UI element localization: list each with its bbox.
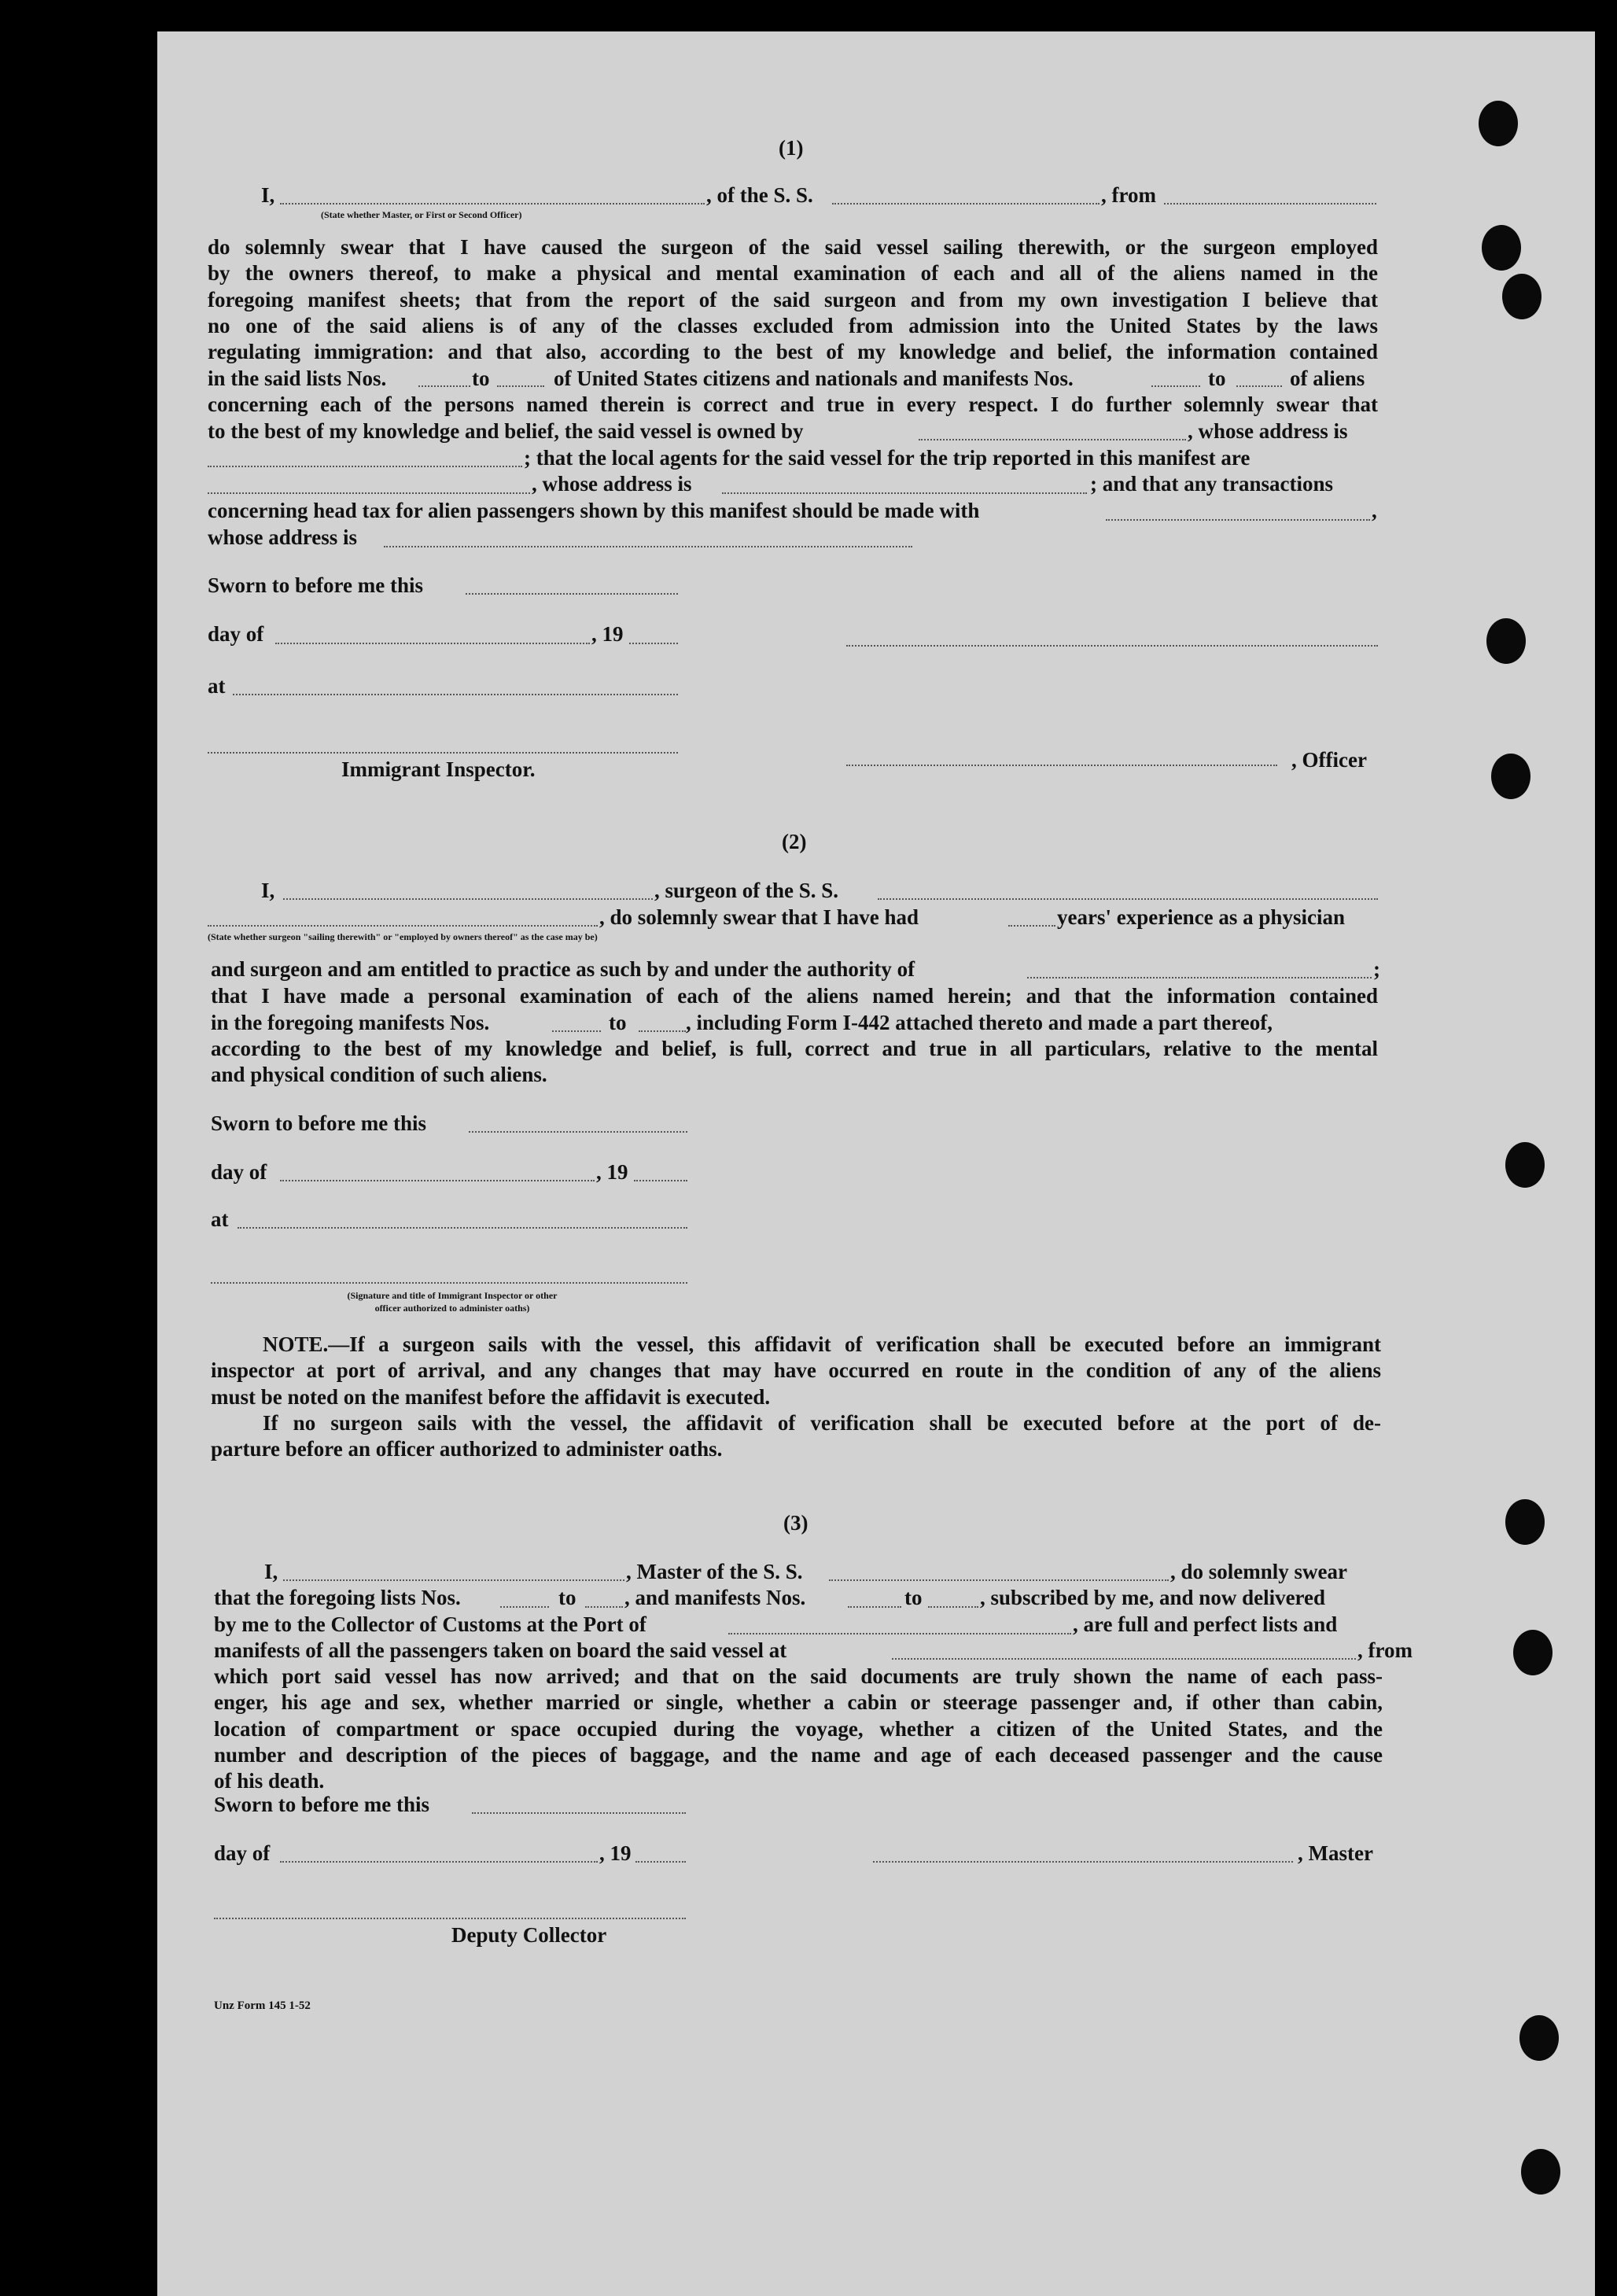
- s2-year-field[interactable]: [634, 1180, 687, 1181]
- s2-authority-field[interactable]: [1027, 977, 1372, 978]
- s2-status-field[interactable]: [208, 925, 598, 927]
- s1-lists-to: to: [472, 367, 490, 390]
- s3-port-field[interactable]: [728, 1633, 1071, 1634]
- s3-deputy-label: Deputy Collector: [451, 1923, 607, 1947]
- s2-i-label: I,: [261, 879, 275, 902]
- s1-day-field[interactable]: [275, 643, 590, 644]
- s3-boarded-at-field[interactable]: [892, 1658, 1356, 1660]
- s1-day-of-label: day of: [208, 622, 264, 646]
- s1-manifests-to: to: [1208, 367, 1226, 390]
- s1-officer-label: , Officer: [1291, 748, 1367, 772]
- s3-swear-label: , do solemnly swear: [1170, 1560, 1347, 1583]
- s1-at-label: at: [208, 674, 226, 698]
- s2-year-label: , 19: [596, 1160, 628, 1184]
- s1-transactions-label: ; and that any transactions: [1090, 472, 1334, 496]
- punch-hole-8: [1513, 1630, 1553, 1675]
- s3-ship-field[interactable]: [829, 1579, 1169, 1581]
- s3-deputy-signature-line[interactable]: [214, 1918, 686, 1919]
- s2-manifests-from-field[interactable]: [552, 1030, 601, 1032]
- s2-sig-caption-2: officer authorized to administer oaths): [374, 1303, 530, 1314]
- s3-delivered-label: , subscribed by me, and now delivered: [980, 1586, 1326, 1609]
- s1-year-field[interactable]: [629, 643, 678, 644]
- s2-caption: (State whether surgeon "sailing therewith" or "employed by owners thereof" as the case may be): [208, 931, 598, 942]
- s2-signature-line[interactable]: [211, 1282, 687, 1284]
- punch-hole-4: [1486, 618, 1526, 664]
- s1-aliens-label: of aliens: [1290, 367, 1365, 390]
- s1-agents-address-label: , whose address is: [532, 472, 692, 496]
- s2-manifests-label: in the foregoing manifests Nos.: [211, 1011, 490, 1034]
- section-1-number: (1): [779, 136, 804, 160]
- s1-owner-field[interactable]: [919, 439, 1186, 440]
- s1-owner-address-label: , whose address is: [1188, 419, 1348, 443]
- s1-sworn-field[interactable]: [466, 593, 678, 595]
- s1-oath-paragraph: do solemnly swear that I have caused the surgeon of the said vessel sailing therewith, or the surgeon employed by the owners thereof, to make a physical and mental examination of each and all of the aliens named in the foregoing manifest sheets; that from the report of the said surgeon and from my own investigation I believe that no one of the said aliens is of any of the classes excluded from admission into the United States by the laws regulating immigration: and that also, according to the best of my knowledge and belief, the information contained: [208, 235, 1378, 364]
- s1-owned-label: to the best of my knowledge and belief, the said vessel is owned by: [208, 419, 804, 443]
- s2-authority-label: and surgeon and am entitled to practice as such by and under the authority of: [211, 957, 915, 981]
- s2-manifests-to: to: [609, 1011, 627, 1034]
- s2-sworn-field[interactable]: [469, 1131, 687, 1133]
- s1-lists-to-field[interactable]: [497, 385, 544, 387]
- s2-line4: that I have made a personal examination of each of the aliens named herein; and that the information contained: [211, 984, 1378, 1008]
- s3-oath-paragraph: which port said vessel has now arrived; and that on the said documents are truly shown the name of each pass- enger, his age and sex, whether married or single, whether a cabin or steerage passenger and, if other than cabin, location of compartment or space occupied during the voyage, whether a citizen of the United States, and the number and description of the pieces of baggage, and the name and age of each deceased passenger and the cause of his death.: [214, 1664, 1383, 1793]
- s3-perfect-lists-label: , are full and perfect lists and: [1073, 1612, 1338, 1636]
- s3-day-field[interactable]: [280, 1861, 598, 1863]
- punch-hole-1: [1479, 101, 1518, 146]
- s3-sworn-field[interactable]: [472, 1812, 686, 1814]
- s1-manifests-from-field[interactable]: [1151, 385, 1200, 387]
- punch-hole-9: [1519, 2015, 1559, 2061]
- punch-hole-7: [1505, 1499, 1545, 1545]
- s1-owner-address-field[interactable]: [208, 466, 522, 467]
- s2-experience-label: , do solemnly swear that I have had: [599, 905, 919, 929]
- s2-semicolon: ;: [1373, 957, 1380, 981]
- punch-hole-10: [1521, 2149, 1560, 2195]
- punch-hole-3: [1502, 274, 1541, 319]
- s1-of-ss-label: , of the S. S.: [706, 183, 813, 207]
- s3-master-signature-line[interactable]: [873, 1861, 1293, 1863]
- s2-day-of-label: day of: [211, 1160, 267, 1184]
- s3-lists-to-field[interactable]: [585, 1606, 623, 1608]
- s3-lists-to: to: [558, 1586, 576, 1609]
- s2-manifests-to-field[interactable]: [639, 1030, 686, 1032]
- s3-lists-from-field[interactable]: [500, 1606, 549, 1608]
- s2-lines-6-7: according to the best of my knowledge and belief, is full, correct and true in all particulars, relative to the mental and physical condition of such aliens.: [211, 1037, 1378, 1087]
- s1-officer-signature-line[interactable]: [846, 645, 1378, 647]
- s2-at-field[interactable]: [238, 1227, 687, 1229]
- s1-at-field[interactable]: [233, 694, 678, 695]
- s3-lists-label: that the foregoing lists Nos.: [214, 1586, 461, 1609]
- s1-officer-line[interactable]: [846, 765, 1277, 766]
- s3-sworn-label: Sworn to before me this: [214, 1793, 429, 1816]
- s2-form-label: , including Form I-442 attached thereto and made a part thereof,: [686, 1011, 1273, 1034]
- s3-year-field[interactable]: [635, 1861, 686, 1863]
- s1-caption: (State whether Master, or First or Second Officer): [321, 209, 522, 220]
- s1-manifests-label: of United States citizens and nationals and manifests Nos.: [554, 367, 1074, 390]
- s1-from-field[interactable]: [1164, 203, 1376, 205]
- s1-year-label: , 19: [591, 622, 624, 646]
- s1-lists-label: in the said lists Nos.: [208, 367, 387, 390]
- section-2-number: (2): [782, 830, 807, 853]
- s3-from-label: , from: [1357, 1638, 1413, 1662]
- s1-officer-field[interactable]: [280, 203, 705, 205]
- s1-i-label: I,: [261, 183, 275, 207]
- s3-port-label: by me to the Collector of Customs at the Port of: [214, 1612, 646, 1636]
- s1-head-tax-field[interactable]: [1106, 519, 1370, 521]
- s3-manifests-to: to: [904, 1586, 923, 1609]
- s1-line7: concerning each of the persons named therein is correct and true in every respect. I do further solemnly swear that: [208, 392, 1378, 416]
- s1-head-tax-comma: ,: [1372, 499, 1377, 522]
- section-3-number: (3): [783, 1511, 808, 1535]
- s1-agents-address-field[interactable]: [722, 492, 1087, 494]
- s3-manifests-from-field[interactable]: [848, 1606, 901, 1608]
- form-id: Unz Form 145 1-52: [214, 1999, 311, 2012]
- s2-at-label: at: [211, 1207, 229, 1231]
- s3-manifests-label: , and manifests Nos.: [624, 1586, 806, 1609]
- s3-year-label: , 19: [599, 1841, 632, 1865]
- s2-surgeon-label: , surgeon of the S. S.: [654, 879, 839, 902]
- s1-lists-from-field[interactable]: [418, 385, 470, 387]
- s3-master-field[interactable]: [283, 1579, 624, 1581]
- s1-ship-name-field[interactable]: [832, 203, 1099, 205]
- s2-sig-caption-1: (Signature and title of Immigrant Inspector or other: [347, 1290, 558, 1301]
- s2-surgeon-field[interactable]: [283, 898, 653, 900]
- punch-hole-6: [1505, 1142, 1545, 1188]
- s1-head-tax-address-label: whose address is: [208, 525, 358, 549]
- s1-sworn-label: Sworn to before me this: [208, 573, 423, 597]
- s1-head-tax-label: concerning head tax for alien passengers shown by this manifest should be made with: [208, 499, 980, 522]
- note-paragraph-2: If no surgeon sails with the vessel, the affidavit of verification shall be executed before at the port of de- parture before an officer authorized to administer oaths.: [211, 1411, 1381, 1461]
- punch-hole-5: [1491, 754, 1530, 799]
- s2-ship-field[interactable]: [878, 898, 1378, 900]
- s3-master-label: , Master of the S. S.: [626, 1560, 803, 1583]
- note-paragraph-1: NOTE.—If a surgeon sails with the vessel, this affidavit of verification shall be executed before an immigrant inspector at port of arrival, and any changes that may have occurred en route in the condition of any of the aliens must be noted on the manifest before the affidavit is executed.: [211, 1332, 1381, 1409]
- s1-from-label: , from: [1101, 183, 1156, 207]
- s2-day-field[interactable]: [280, 1180, 595, 1181]
- s1-head-tax-address-field[interactable]: [384, 546, 912, 547]
- s1-inspector-label: Immigrant Inspector.: [341, 757, 536, 781]
- s2-years-field[interactable]: [1008, 925, 1055, 927]
- s1-manifests-to-field[interactable]: [1236, 385, 1282, 387]
- s1-agents-label: ; that the local agents for the said vessel for the trip reported in this manifest are: [524, 446, 1251, 470]
- s3-boarded-label: manifests of all the passengers taken on board the said vessel at: [214, 1638, 787, 1662]
- s2-sworn-label: Sworn to before me this: [211, 1111, 426, 1135]
- s3-day-of-label: day of: [214, 1841, 271, 1865]
- s1-agents-field[interactable]: [208, 492, 530, 494]
- s3-master-sign-label: , Master: [1298, 1841, 1373, 1865]
- s1-inspector-signature-line[interactable]: [208, 752, 678, 754]
- s3-i-label: I,: [264, 1560, 278, 1583]
- s3-manifests-to-field[interactable]: [928, 1606, 978, 1608]
- s2-physician-label: years' experience as a physician: [1057, 905, 1345, 929]
- punch-hole-2: [1482, 225, 1521, 271]
